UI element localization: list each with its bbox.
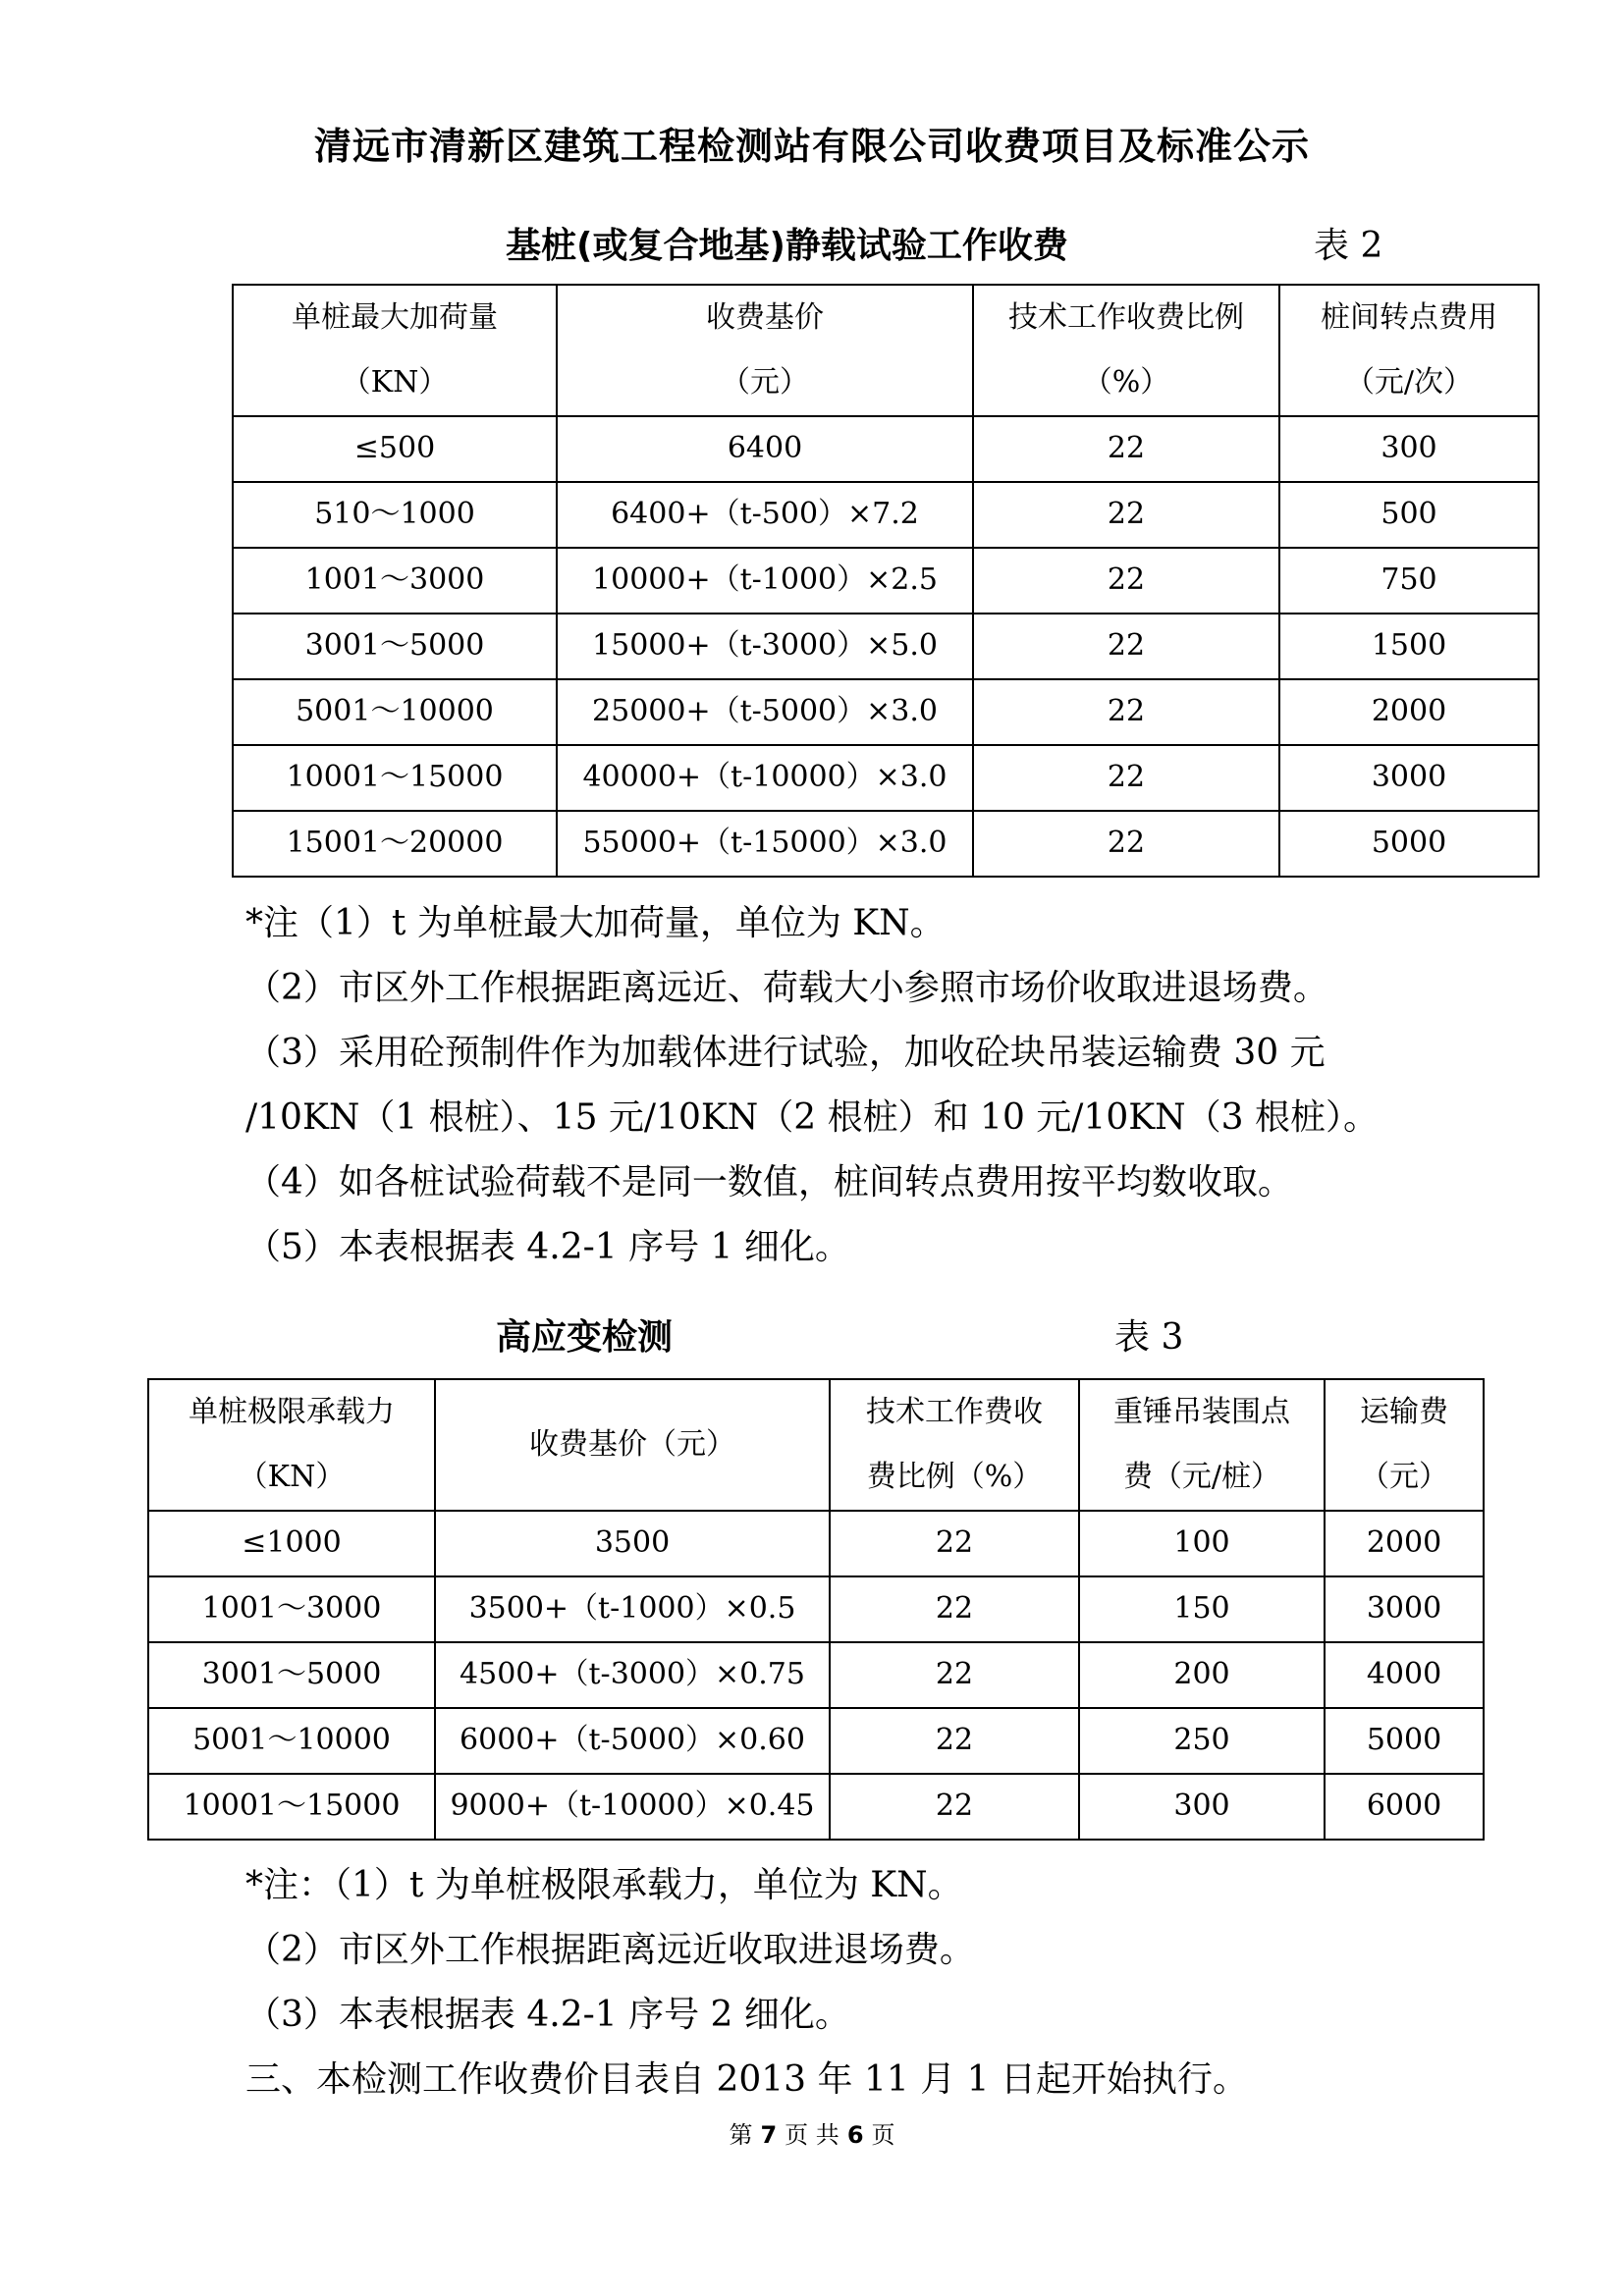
table-cell: 15001～20000 [233,811,557,877]
table-row [233,416,1539,482]
table-cell: 510～1000 [233,482,557,548]
table-cell: 5001～10000 [148,1708,435,1774]
table-cell: 40000+（t-10000）×3.0 [557,745,973,811]
table-row [148,1774,1484,1840]
table2-caption: 基桩(或复合地基)静载试验工作收费 [506,226,1068,266]
table-cell: 22 [973,482,1279,548]
table3-note-2: （2）市区外工作根据距离远近收取进退场费。 [245,1930,975,1970]
table3-header-transport-fee: 运输费 （元） [1325,1379,1484,1511]
page-number: 7 [760,2121,778,2149]
table-cell: ≤500 [233,416,557,482]
table-cell: 5000 [1279,811,1539,877]
table-cell: 22 [830,1774,1079,1840]
table-cell: 3500 [435,1511,830,1576]
table-row [233,679,1539,745]
table-cell: 3001～5000 [233,614,557,679]
table-cell: 3000 [1325,1576,1484,1642]
table2-header-base-price: 收费基价 （元） [557,285,973,416]
table-cell: 1001～3000 [148,1576,435,1642]
table3-label: 表 3 [1114,1317,1184,1358]
table-cell: 6000 [1325,1774,1484,1840]
table-cell: 2000 [1279,679,1539,745]
table-cell: 22 [830,1511,1079,1576]
footer-prefix: 第 [729,2121,753,2149]
footer-middle: 页 共 [785,2121,839,2149]
table-cell: 22 [973,416,1279,482]
table-row [233,482,1539,548]
table-cell: 4500+（t-3000）×0.75 [435,1642,830,1708]
table2-header-tech-ratio: 技术工作收费比例 （%） [973,285,1279,416]
table2-note-3: （3）采用砼预制件作为加载体进行试验，加收砼块吊装运输费 30 元 [245,1033,1326,1073]
table3-note-1: *注：（1）t 为单桩极限承载力，单位为 KN。 [245,1865,963,1905]
table-cell: 1500 [1279,614,1539,679]
footer-suffix: 页 [871,2121,895,2149]
table-cell: 3000 [1279,745,1539,811]
page-title: 清远市清新区建筑工程检测站有限公司收费项目及标准公示 [313,125,1310,168]
table2-header-load: 单桩最大加荷量 （KN） [233,285,557,416]
table2 [232,284,1540,878]
table3-caption: 高应变检测 [496,1317,674,1358]
table-cell: 100 [1079,1511,1325,1576]
table-cell: 6400 [557,416,973,482]
table-cell: 250 [1079,1708,1325,1774]
table3-header-base-price: 收费基价（元） [435,1379,830,1511]
closing-statement: 三、本检测工作收费价目表自 2013 年 11 月 1 日起开始执行。 [245,2059,1248,2100]
table-cell: 22 [973,614,1279,679]
table-cell: 3500+（t-1000）×0.5 [435,1576,830,1642]
table-row [233,745,1539,811]
table-cell: 2000 [1325,1511,1484,1576]
table-cell: 5001～10000 [233,679,557,745]
table-cell: 22 [830,1642,1079,1708]
table-row [148,1511,1484,1576]
table-cell: 150 [1079,1576,1325,1642]
table-cell: 22 [973,679,1279,745]
table-cell: 22 [973,745,1279,811]
table-cell: 55000+（t-15000）×3.0 [557,811,973,877]
table-cell: 9000+（t-10000）×0.45 [435,1774,830,1840]
table-cell: 10001～15000 [233,745,557,811]
table-row [148,1642,1484,1708]
table-cell: 200 [1079,1642,1325,1708]
table-cell: 500 [1279,482,1539,548]
table-cell: 25000+（t-5000）×3.0 [557,679,973,745]
table-row [233,548,1539,614]
table2-note-5: （5）本表根据表 4.2-1 序号 1 细化。 [245,1227,850,1267]
table-cell: 1001～3000 [233,548,557,614]
table-cell: 5000 [1325,1708,1484,1774]
table-cell: 15000+（t-3000）×5.0 [557,614,973,679]
table3-header-capacity: 单桩极限承载力 （KN） [148,1379,435,1511]
table-cell: 6000+（t-5000）×0.60 [435,1708,830,1774]
table3-header-row [148,1379,1484,1511]
table-cell: 10001～15000 [148,1774,435,1840]
table-cell: 300 [1279,416,1539,482]
table-cell: 22 [830,1708,1079,1774]
table-row [233,614,1539,679]
table-row [233,811,1539,877]
table-cell: ≤1000 [148,1511,435,1576]
table-row [148,1708,1484,1774]
table2-note-2: （2）市区外工作根据距离远近、荷载大小参照市场价收取进退场费。 [245,968,1328,1008]
page-footer [0,2115,1624,2150]
table-cell: 750 [1279,548,1539,614]
table3-header-tech-ratio: 技术工作费收 费比例（%） [830,1379,1079,1511]
page-total: 6 [846,2121,864,2149]
table2-label: 表 2 [1314,226,1383,266]
table-cell: 22 [830,1576,1079,1642]
table3-header-hammer-fee: 重锤吊装围点 费（元/桩） [1079,1379,1325,1511]
table2-note-3-cont: /10KN（1 根桩）、15 元/10KN（2 根桩）和 10 元/10KN（3 根桩）。 [245,1097,1379,1138]
table2-note-1: *注（1）t 为单桩最大加荷量，单位为 KN。 [245,903,946,943]
table-cell: 10000+（t-1000）×2.5 [557,548,973,614]
table-cell: 22 [973,548,1279,614]
table-cell: 3001～5000 [148,1642,435,1708]
table-cell: 22 [973,811,1279,877]
table2-header-row [233,285,1539,416]
table-row [148,1576,1484,1642]
table3-note-3: （3）本表根据表 4.2-1 序号 2 细化。 [245,1995,850,2035]
table-cell: 6400+（t-500）×7.2 [557,482,973,548]
table2-note-4: （4）如各桩试验荷载不是同一数值，桩间转点费用按平均数收取。 [245,1162,1293,1202]
table3 [147,1378,1485,1841]
table-cell: 4000 [1325,1642,1484,1708]
table2-header-transfer-fee: 桩间转点费用 （元/次） [1279,285,1539,416]
table-cell: 300 [1079,1774,1325,1840]
